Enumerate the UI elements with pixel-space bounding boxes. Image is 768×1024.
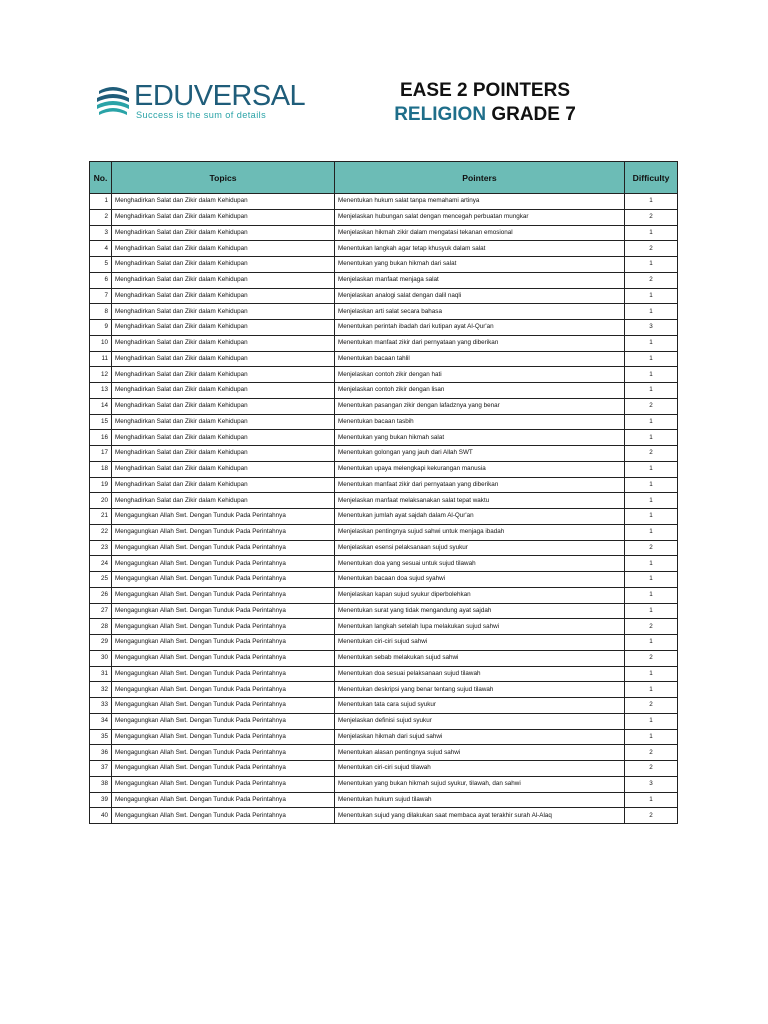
table-row [90,493,678,509]
row-topic: Menghadirkan Salat dan Zikir dalam Kehidupan [112,367,335,383]
row-difficulty: 1 [625,635,678,651]
row-topic: Menghadirkan Salat dan Zikir dalam Kehidupan [112,398,335,414]
row-difficulty: 2 [625,698,678,714]
row-number: 25 [90,572,112,588]
row-pointer: Menentukan deskripsi yang benar tentang sujud tilawah [335,682,625,698]
row-number: 13 [90,383,112,399]
row-topic: Mengagungkan Allah Swt. Dengan Tunduk Pada Perintahnya [112,713,335,729]
row-number: 32 [90,682,112,698]
row-number: 11 [90,351,112,367]
row-difficulty: 1 [625,729,678,745]
header-difficulty: Difficulty [625,162,678,194]
table-row [90,524,678,540]
logo-tagline: Success is the sum of details [136,110,267,120]
row-number: 18 [90,461,112,477]
table-row [90,257,678,273]
row-topic: Menghadirkan Salat dan Zikir dalam Kehidupan [112,335,335,351]
row-number: 8 [90,304,112,320]
row-number: 1 [90,194,112,210]
table-row [90,713,678,729]
row-pointer: Menjelaskan kapan sujud syukur diperbolehkan [335,587,625,603]
row-difficulty: 1 [625,792,678,808]
table-header-row [90,162,678,194]
row-pointer: Menentukan bacaan tahlil [335,351,625,367]
row-pointer: Menentukan jumlah ayat sajdah dalam Al-Qur'an [335,509,625,525]
row-number: 10 [90,335,112,351]
row-pointer: Menentukan perintah ibadah dari kutipan ayat Al-Qur'an [335,320,625,336]
row-topic: Mengagungkan Allah Swt. Dengan Tunduk Pada Perintahnya [112,650,335,666]
table-row [90,776,678,792]
row-pointer: Menentukan upaya melengkapi kekurangan manusia [335,461,625,477]
row-number: 21 [90,509,112,525]
table-row [90,729,678,745]
row-topic: Mengagungkan Allah Swt. Dengan Tunduk Pada Perintahnya [112,745,335,761]
table-row [90,587,678,603]
row-difficulty: 1 [625,682,678,698]
row-topic: Mengagungkan Allah Swt. Dengan Tunduk Pada Perintahnya [112,666,335,682]
row-pointer: Menentukan alasan pentingnya sujud sahwi [335,745,625,761]
row-difficulty: 2 [625,745,678,761]
row-pointer: Menentukan langkah setelah lupa melakukan sujud sahwi [335,619,625,635]
table-row [90,650,678,666]
row-pointer: Menentukan manfaat zikir dari pernyataan yang diberikan [335,477,625,493]
table-row [90,225,678,241]
table-row [90,461,678,477]
subject-name: RELIGION [394,104,487,125]
row-pointer: Menjelaskan pentingnya sujud sahwi untuk menjaga ibadah [335,524,625,540]
row-difficulty: 3 [625,320,678,336]
row-pointer: Menjelaskan analogi salat dengan dalil naqli [335,288,625,304]
row-difficulty: 3 [625,776,678,792]
row-topic: Mengagungkan Allah Swt. Dengan Tunduk Pada Perintahnya [112,792,335,808]
row-difficulty: 1 [625,713,678,729]
row-pointer: Menjelaskan contoh zikir dengan hati [335,367,625,383]
table-row [90,619,678,635]
row-pointer: Menentukan sujud yang dilakukan saat membaca ayat terakhir surah Al-Alaq [335,808,625,824]
row-difficulty: 1 [625,257,678,273]
row-pointer: Menjelaskan definisi sujud syukur [335,713,625,729]
table-row [90,194,678,210]
row-difficulty: 1 [625,603,678,619]
row-topic: Mengagungkan Allah Swt. Dengan Tunduk Pada Perintahnya [112,808,335,824]
row-topic: Mengagungkan Allah Swt. Dengan Tunduk Pada Perintahnya [112,572,335,588]
row-difficulty: 1 [625,367,678,383]
row-difficulty: 1 [625,288,678,304]
row-number: 38 [90,776,112,792]
row-pointer: Menjelaskan hikmah dari sujud sahwi [335,729,625,745]
row-pointer: Menjelaskan manfaat menjaga salat [335,272,625,288]
row-number: 34 [90,713,112,729]
row-number: 36 [90,745,112,761]
row-topic: Menghadirkan Salat dan Zikir dalam Kehidupan [112,446,335,462]
row-number: 35 [90,729,112,745]
row-pointer: Menentukan tata cara sujud syukur [335,698,625,714]
table-row [90,304,678,320]
table-row [90,320,678,336]
row-difficulty: 1 [625,194,678,210]
row-pointer: Menentukan doa yang sesuai untuk sujud tilawah [335,556,625,572]
document-title: EASE 2 POINTERS [400,80,570,101]
row-number: 39 [90,792,112,808]
table-body [90,194,678,824]
row-difficulty: 1 [625,414,678,430]
row-pointer: Menjelaskan manfaat melaksanakan salat tepat waktu [335,493,625,509]
row-difficulty: 1 [625,304,678,320]
row-topic: Mengagungkan Allah Swt. Dengan Tunduk Pada Perintahnya [112,761,335,777]
row-difficulty: 1 [625,509,678,525]
table-row [90,698,678,714]
table-row [90,509,678,525]
table-row [90,761,678,777]
row-pointer: Menentukan surat yang tidak mengandung ayat sajdah [335,603,625,619]
table-row [90,635,678,651]
row-difficulty: 2 [625,540,678,556]
row-number: 26 [90,587,112,603]
row-pointer: Menentukan yang bukan hikmah dari salat [335,257,625,273]
row-topic: Menghadirkan Salat dan Zikir dalam Kehidupan [112,209,335,225]
row-difficulty: 2 [625,272,678,288]
row-topic: Mengagungkan Allah Swt. Dengan Tunduk Pada Perintahnya [112,698,335,714]
row-pointer: Menentukan sebab melakukan sujud sahwi [335,650,625,666]
table-row [90,745,678,761]
row-difficulty: 2 [625,808,678,824]
table-row [90,209,678,225]
row-number: 12 [90,367,112,383]
row-number: 37 [90,761,112,777]
row-topic: Menghadirkan Salat dan Zikir dalam Kehidupan [112,194,335,210]
row-number: 7 [90,288,112,304]
row-pointer: Menentukan pasangan zikir dengan lafadznya yang benar [335,398,625,414]
row-topic: Mengagungkan Allah Swt. Dengan Tunduk Pada Perintahnya [112,635,335,651]
row-pointer: Menentukan hukum sujud tilawah [335,792,625,808]
table-row [90,792,678,808]
row-pointer: Menjelaskan hubungan salat dengan mencegah perbuatan mungkar [335,209,625,225]
row-topic: Menghadirkan Salat dan Zikir dalam Kehidupan [112,225,335,241]
logo-wordmark: EDUVERSAL [134,80,306,112]
row-number: 15 [90,414,112,430]
row-pointer: Menentukan manfaat zikir dari pernyataan yang diberikan [335,335,625,351]
table-row [90,351,678,367]
row-pointer: Menjelaskan contoh zikir dengan lisan [335,383,625,399]
row-number: 19 [90,477,112,493]
row-topic: Menghadirkan Salat dan Zikir dalam Kehidupan [112,241,335,257]
table-row [90,272,678,288]
row-topic: Mengagungkan Allah Swt. Dengan Tunduk Pada Perintahnya [112,556,335,572]
row-number: 28 [90,619,112,635]
row-number: 27 [90,603,112,619]
row-number: 40 [90,808,112,824]
row-pointer: Menentukan hukum salat tanpa memahami artinya [335,194,625,210]
row-difficulty: 1 [625,335,678,351]
document-subtitle [360,104,610,126]
row-pointer: Menjelaskan hikmah zikir dalam mengatasi tekanan emosional [335,225,625,241]
row-number: 23 [90,540,112,556]
row-number: 20 [90,493,112,509]
row-topic: Mengagungkan Allah Swt. Dengan Tunduk Pada Perintahnya [112,776,335,792]
row-pointer: Menjelaskan arti salat secara bahasa [335,304,625,320]
row-topic: Mengagungkan Allah Swt. Dengan Tunduk Pada Perintahnya [112,619,335,635]
row-topic: Menghadirkan Salat dan Zikir dalam Kehidupan [112,288,335,304]
row-difficulty: 1 [625,383,678,399]
row-difficulty: 2 [625,446,678,462]
row-topic: Menghadirkan Salat dan Zikir dalam Kehidupan [112,351,335,367]
table-row [90,383,678,399]
row-topic: Menghadirkan Salat dan Zikir dalam Kehidupan [112,304,335,320]
row-pointer: Menentukan bacaan doa sujud syahwi [335,572,625,588]
row-topic: Mengagungkan Allah Swt. Dengan Tunduk Pada Perintahnya [112,729,335,745]
row-difficulty: 1 [625,477,678,493]
row-difficulty: 2 [625,761,678,777]
row-pointer: Menentukan ciri-ciri sujud sahwi [335,635,625,651]
table-row [90,335,678,351]
row-topic: Menghadirkan Salat dan Zikir dalam Kehidupan [112,430,335,446]
table-row [90,288,678,304]
eduversal-logo [96,80,306,122]
row-difficulty: 2 [625,619,678,635]
grade-label: GRADE 7 [486,104,576,125]
row-number: 2 [90,209,112,225]
row-topic: Menghadirkan Salat dan Zikir dalam Kehidupan [112,320,335,336]
row-pointer: Menentukan bacaan tasbih [335,414,625,430]
row-pointer: Menentukan yang bukan hikmah salat [335,430,625,446]
pointers-table [89,161,678,824]
row-pointer: Menentukan golongan yang jauh dari Allah SWT [335,446,625,462]
row-difficulty: 1 [625,430,678,446]
row-topic: Mengagungkan Allah Swt. Dengan Tunduk Pada Perintahnya [112,509,335,525]
row-topic: Mengagungkan Allah Swt. Dengan Tunduk Pada Perintahnya [112,682,335,698]
row-number: 31 [90,666,112,682]
header-no: No. [90,162,112,194]
row-number: 22 [90,524,112,540]
row-number: 33 [90,698,112,714]
table-row [90,398,678,414]
row-difficulty: 1 [625,666,678,682]
row-difficulty: 1 [625,587,678,603]
table-row [90,367,678,383]
table-row [90,477,678,493]
row-topic: Menghadirkan Salat dan Zikir dalam Kehidupan [112,414,335,430]
table-row [90,808,678,824]
row-difficulty: 1 [625,572,678,588]
row-difficulty: 2 [625,398,678,414]
row-pointer: Menentukan yang bukan hikmah sujud syukur, tilawah, dan sahwi [335,776,625,792]
row-number: 14 [90,398,112,414]
row-topic: Menghadirkan Salat dan Zikir dalam Kehidupan [112,461,335,477]
header-pointers: Pointers [335,162,625,194]
row-number: 24 [90,556,112,572]
row-topic: Mengagungkan Allah Swt. Dengan Tunduk Pada Perintahnya [112,603,335,619]
row-topic: Menghadirkan Salat dan Zikir dalam Kehidupan [112,383,335,399]
row-difficulty: 2 [625,209,678,225]
row-pointer: Menentukan ciri-ciri sujud tilawah [335,761,625,777]
row-difficulty: 1 [625,556,678,572]
row-number: 3 [90,225,112,241]
row-pointer: Menjelaskan esensi pelaksanaan sujud syukur [335,540,625,556]
row-number: 29 [90,635,112,651]
row-number: 9 [90,320,112,336]
row-topic: Menghadirkan Salat dan Zikir dalam Kehidupan [112,272,335,288]
table-row [90,446,678,462]
row-number: 5 [90,257,112,273]
row-topic: Mengagungkan Allah Swt. Dengan Tunduk Pada Perintahnya [112,524,335,540]
row-topic: Mengagungkan Allah Swt. Dengan Tunduk Pada Perintahnya [112,587,335,603]
row-difficulty: 1 [625,225,678,241]
row-topic: Menghadirkan Salat dan Zikir dalam Kehidupan [112,477,335,493]
table-row [90,666,678,682]
row-difficulty: 2 [625,650,678,666]
eduversal-logo-icon [96,82,130,120]
row-difficulty: 2 [625,241,678,257]
header-topics: Topics [112,162,335,194]
table-row [90,430,678,446]
table-row [90,540,678,556]
row-difficulty: 1 [625,351,678,367]
row-number: 4 [90,241,112,257]
row-pointer: Menentukan doa sesuai pelaksanaan sujud tilawah [335,666,625,682]
table-row [90,603,678,619]
row-difficulty: 1 [625,493,678,509]
table-row [90,241,678,257]
row-topic: Menghadirkan Salat dan Zikir dalam Kehidupan [112,257,335,273]
row-number: 17 [90,446,112,462]
table-row [90,556,678,572]
row-number: 16 [90,430,112,446]
table-row [90,682,678,698]
table-row [90,414,678,430]
row-difficulty: 1 [625,461,678,477]
row-topic: Menghadirkan Salat dan Zikir dalam Kehidupan [112,493,335,509]
row-number: 6 [90,272,112,288]
row-difficulty: 1 [625,524,678,540]
row-number: 30 [90,650,112,666]
row-pointer: Menentukan langkah agar tetap khusyuk dalam salat [335,241,625,257]
row-topic: Mengagungkan Allah Swt. Dengan Tunduk Pada Perintahnya [112,540,335,556]
table-row [90,572,678,588]
